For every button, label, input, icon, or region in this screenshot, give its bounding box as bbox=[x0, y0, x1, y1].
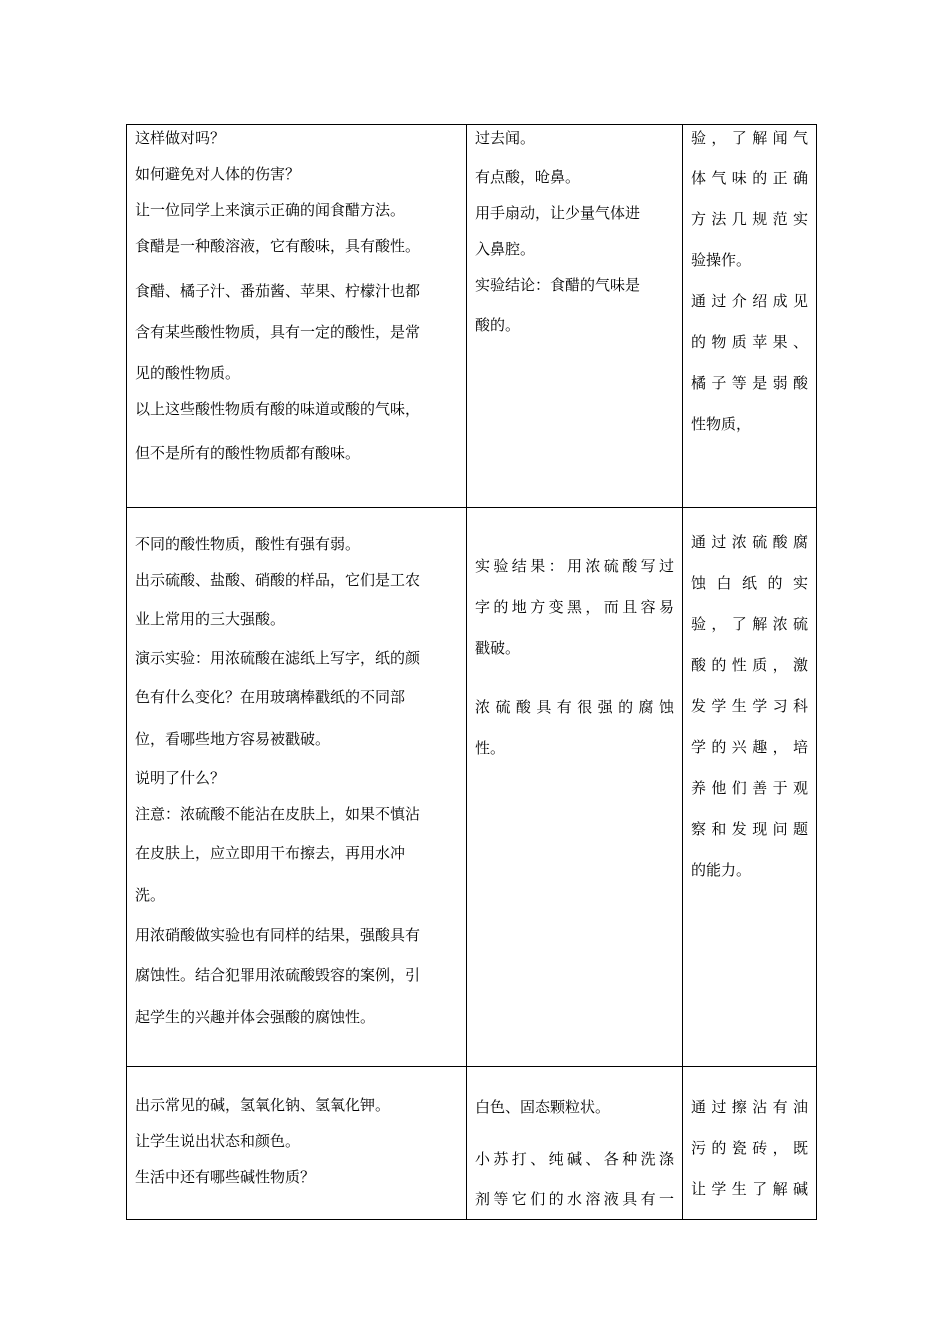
text-line: 通过浓硫酸腐 bbox=[691, 533, 808, 551]
text-line: 通过擦沾有油 bbox=[691, 1098, 808, 1116]
text-line: 白色、固态颗粒状。 bbox=[475, 1098, 611, 1116]
text-line: 的能力。 bbox=[691, 861, 752, 879]
student-activity-cell bbox=[467, 125, 683, 508]
text-line: 含有某些酸性物质，具有一定的酸性，是常 bbox=[135, 323, 421, 341]
text-line: 业上常用的三大强酸。 bbox=[135, 610, 286, 628]
text-line: 过去闻。 bbox=[475, 129, 536, 147]
text-line: 让学生说出状态和颜色。 bbox=[135, 1132, 301, 1150]
text-line: 污的瓷砖，既 bbox=[691, 1139, 808, 1157]
text-line: 学的兴趣，培 bbox=[691, 738, 808, 756]
text-line: 实验结论：食醋的气味是 bbox=[475, 276, 641, 294]
text-line: 让学生了解碱 bbox=[691, 1180, 808, 1198]
text-line: 出示常见的碱，氢氧化钠、氢氧化钾。 bbox=[135, 1096, 391, 1114]
text-line: 位，看哪些地方容易被戳破。 bbox=[135, 730, 331, 748]
text-line: 出示硫酸、盐酸、硝酸的样品，它们是工农 bbox=[135, 571, 421, 589]
text-line: 食醋是一种酸溶液，它有酸味，具有酸性。 bbox=[135, 237, 421, 255]
text-line: 橘子等是弱酸 bbox=[691, 374, 808, 392]
text-line: 养他们善于观 bbox=[691, 779, 808, 797]
text-line: 方法几规范实 bbox=[691, 210, 808, 228]
text-line: 剂等它们的水溶液具有一 bbox=[475, 1190, 674, 1208]
design-intent-cell bbox=[683, 508, 817, 1067]
text-line: 起学生的兴趣并体会强酸的腐蚀性。 bbox=[135, 1008, 376, 1026]
table-row bbox=[127, 508, 817, 1067]
table-row bbox=[127, 1067, 817, 1220]
table-row bbox=[127, 125, 817, 508]
text-line: 腐蚀性。结合犯罪用浓硫酸毁容的案例，引 bbox=[135, 966, 421, 984]
text-line: 但不是所有的酸性物质都有酸味。 bbox=[135, 444, 361, 462]
text-line: 说明了什么？ bbox=[135, 769, 226, 787]
text-line: 浓硫酸具有很强的腐蚀 bbox=[475, 698, 674, 716]
text-line: 不同的酸性物质，酸性有强有弱。 bbox=[135, 535, 361, 553]
text-line: 用浓硝酸做实验也有同样的结果，强酸具有 bbox=[135, 926, 421, 944]
text-line: 生活中还有哪些碱性物质？ bbox=[135, 1168, 316, 1186]
text-line: 让一位同学上来演示正确的闻食醋方法。 bbox=[135, 201, 406, 219]
text-line: 如何避免对人体的伤害？ bbox=[135, 165, 301, 183]
text-line: 色有什么变化？在用玻璃棒戳纸的不同部 bbox=[135, 688, 406, 706]
text-line: 入鼻腔。 bbox=[475, 240, 536, 258]
text-line: 小苏打、纯碱、各种洗涤 bbox=[475, 1150, 674, 1168]
text-line: 字的地方变黑，而且容易 bbox=[475, 598, 674, 616]
teacher-activity-cell bbox=[127, 508, 467, 1067]
text-line: 见的酸性物质。 bbox=[135, 364, 241, 382]
text-line: 以上这些酸性物质有酸的味道或酸的气味， bbox=[135, 400, 421, 418]
text-line: 发学生学习科 bbox=[691, 697, 808, 715]
text-line: 酸的性质，激 bbox=[691, 656, 808, 674]
text-line: 在皮肤上，应立即用干布擦去，再用水冲 bbox=[135, 844, 406, 862]
text-line: 洗。 bbox=[135, 886, 166, 904]
teacher-activity-cell bbox=[127, 125, 467, 508]
text-line: 这样做对吗？ bbox=[135, 129, 226, 147]
text-line: 有点酸，呛鼻。 bbox=[475, 168, 581, 186]
text-line: 体气味的正确 bbox=[691, 169, 808, 187]
text-line: 的物质苹果、 bbox=[691, 333, 808, 351]
text-line: 注意：浓硫酸不能沾在皮肤上，如果不慎沾 bbox=[135, 805, 421, 823]
text-line: 验操作。 bbox=[691, 251, 752, 269]
text-line: 通过介绍成见 bbox=[691, 292, 808, 310]
text-line: 验，了解闻气 bbox=[691, 129, 808, 147]
student-activity-cell bbox=[467, 508, 683, 1067]
text-line: 性。 bbox=[475, 739, 506, 757]
text-line: 实验结果：用浓硫酸写过 bbox=[475, 557, 674, 575]
student-activity-cell bbox=[467, 1067, 683, 1220]
text-line: 食醋、橘子汁、番茄酱、苹果、柠檬汁也都 bbox=[135, 282, 421, 300]
text-line: 验，了解浓硫 bbox=[691, 615, 808, 633]
design-intent-cell bbox=[683, 1067, 817, 1220]
design-intent-cell bbox=[683, 125, 817, 508]
lesson-plan-table bbox=[126, 124, 817, 1220]
text-line: 戳破。 bbox=[475, 639, 521, 657]
text-line: 察和发现问题 bbox=[691, 820, 808, 838]
text-line: 蚀白纸的实 bbox=[691, 574, 808, 592]
text-line: 演示实验：用浓硫酸在滤纸上写字，纸的颜 bbox=[135, 649, 421, 667]
text-line: 性物质， bbox=[691, 415, 752, 433]
text-line: 酸的。 bbox=[475, 316, 521, 334]
teacher-activity-cell bbox=[127, 1067, 467, 1220]
text-line: 用手扇动，让少量气体进 bbox=[475, 204, 641, 222]
